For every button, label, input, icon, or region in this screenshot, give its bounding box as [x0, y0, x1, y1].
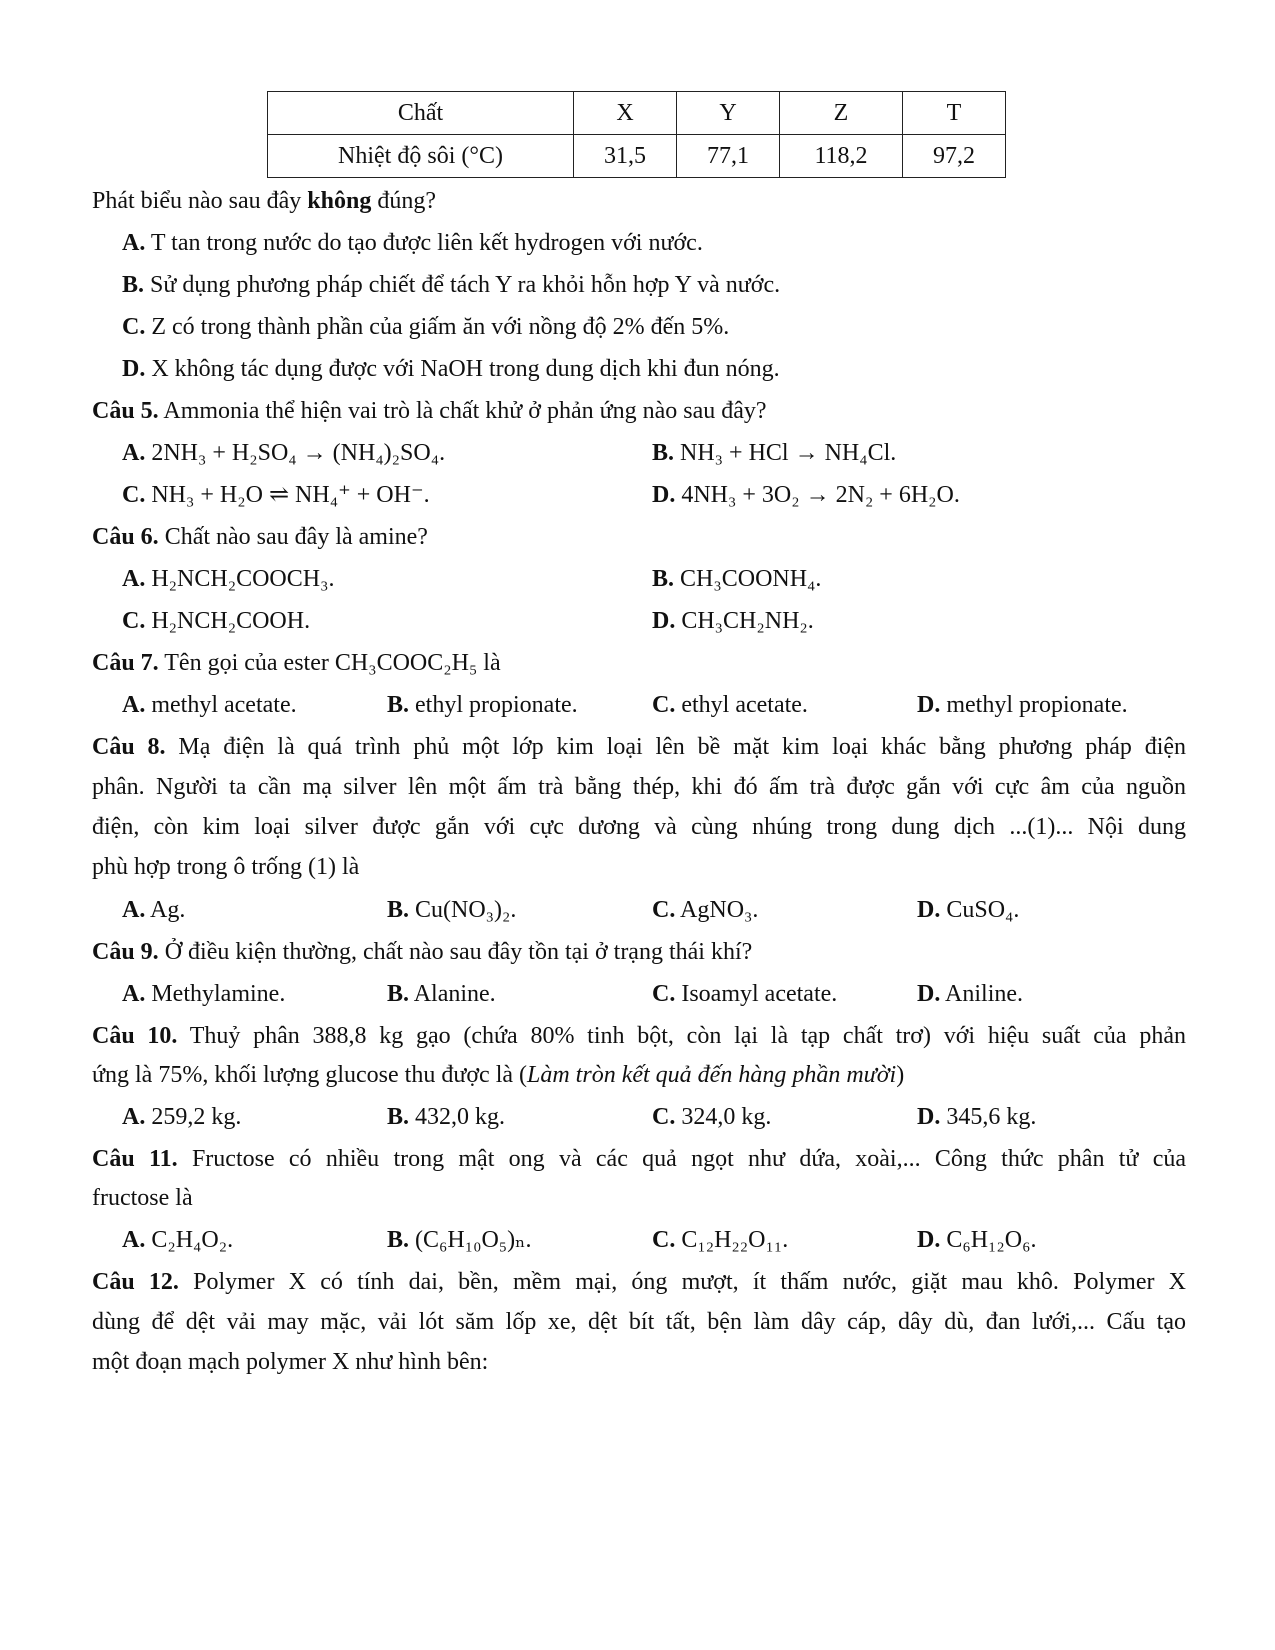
q12-stem-line-1: Câu 12. Polymer X có tính dai, bền, mềm mại, óng mượt, ít thấm nước, giặt mau khô. Polymer X	[92, 1269, 1187, 1295]
q7-option-c: C. ethyl acetate.	[652, 692, 808, 718]
q11-stem-line-1: Câu 11. Fructose có nhiều trong mật ong và các quả ngọt như dứa, xoài,... Công thức phân tử của	[92, 1146, 1187, 1172]
q9-option-b: B. Alanine.	[387, 981, 496, 1007]
q8-option-b: B. Cu(NO₃)₂.	[387, 897, 517, 923]
q11-option-c: C. C₁₂H₂₂O₁₁.	[652, 1227, 789, 1253]
q4-option-b: B. Sử dụng phương pháp chiết để tách Y ra khỏi hỗn hợp Y và nước.	[122, 272, 781, 298]
q8-stem-line-4: phù hợp trong ô trống (1) là	[92, 854, 360, 880]
table-header-row	[268, 92, 1006, 135]
q5-stem: Câu 5. Ammonia thể hiện vai trò là chất khử ở phản ứng nào sau đây?	[92, 398, 767, 424]
q8-option-c: C. AgNO₃.	[652, 897, 759, 923]
q6-option-c: C. H₂NCH₂COOH.	[122, 608, 311, 634]
q6-option-a: A. H₂NCH₂COOCH₃.	[122, 566, 335, 592]
q10-option-b: B. 432,0 kg.	[387, 1104, 506, 1130]
q10-option-a: A. 259,2 kg.	[122, 1104, 242, 1130]
table-header-cell: X	[574, 92, 677, 135]
q11-option-d: D. C₆H₁₂O₆.	[917, 1227, 1037, 1253]
q11-stem-line-2: fructose là	[92, 1185, 193, 1211]
q10-option-c: C. 324,0 kg.	[652, 1104, 772, 1130]
q11-option-a: A. C₂H₄O₂.	[122, 1227, 234, 1253]
q7-option-a: A. methyl acetate.	[122, 692, 297, 718]
q12-stem-line-3: một đoạn mạch polymer X như hình bên:	[92, 1349, 489, 1375]
q6-stem: Câu 6. Chất nào sau đây là amine?	[92, 524, 428, 550]
q8-stem-line-3: điện, còn kim loại silver được gắn với cực dương và cùng nhúng trong dung dịch ...(1)... Nội dung	[92, 814, 1186, 840]
table-header-cell: T	[903, 92, 1006, 135]
q8-stem-line-2: phân. Người ta cần mạ silver lên một ấm trà bằng thép, khi đó ấm trà được gắn với cực âm của nguồn	[92, 774, 1186, 800]
q5-option-c: C. NH₃ + H₂O ⇌ NH₄⁺ + OH⁻.	[122, 482, 430, 508]
q4-option-c: C. Z có trong thành phần của giấm ăn với nồng độ 2% đến 5%.	[122, 314, 730, 340]
table-cell: 77,1	[677, 135, 780, 178]
q5-option-b: B. NH₃ + HCl → NH₄Cl.	[652, 440, 897, 466]
q5-option-a: A. 2NH₃ + H₂SO₄ → (NH₄)₂SO₄.	[122, 440, 446, 466]
q10-option-d: D. 345,6 kg.	[917, 1104, 1037, 1130]
table-cell: 118,2	[780, 135, 903, 178]
q8-option-a: A. Ag.	[122, 897, 186, 923]
q9-option-c: C. Isoamyl acetate.	[652, 981, 838, 1007]
table-header-cell: Chất	[268, 92, 574, 135]
table-cell: 97,2	[903, 135, 1006, 178]
table-row	[268, 135, 1006, 178]
boiling-point-table	[267, 91, 1006, 178]
q9-stem: Câu 9. Ở điều kiện thường, chất nào sau đây tồn tại ở trạng thái khí?	[92, 939, 753, 965]
q8-stem-line-1: Câu 8. Mạ điện là quá trình phủ một lớp kim loại lên bề mặt kim loại khác bằng phương pháp điện	[92, 734, 1187, 760]
table-header-cell: Z	[780, 92, 903, 135]
q7-option-b: B. ethyl propionate.	[387, 692, 578, 718]
table-cell: Nhiệt độ sôi (°C)	[268, 135, 574, 178]
table-header-cell: Y	[677, 92, 780, 135]
q6-option-b: B. CH₃COONH₄.	[652, 566, 822, 592]
q8-option-d: D. CuSO₄.	[917, 897, 1020, 923]
q9-option-a: A. Methylamine.	[122, 981, 286, 1007]
q5-option-d: D. 4NH₃ + 3O₂ → 2N₂ + 6H₂O.	[652, 482, 960, 508]
q7-stem: Câu 7. Tên gọi của ester CH₃COOC₂H₅ là	[92, 650, 501, 676]
q7-option-d: D. methyl propionate.	[917, 692, 1128, 718]
q4-option-a: A. T tan trong nước do tạo được liên kết hydrogen với nước.	[122, 230, 703, 256]
q10-stem-line-1: Câu 10. Thuỷ phân 388,8 kg gạo (chứa 80% tinh bột, còn lại là tạp chất trơ) với hiệu suất của phản	[92, 1023, 1186, 1049]
q10-stem-line-2: ứng là 75%, khối lượng glucose thu được là (Làm tròn kết quả đến hàng phần mười)	[92, 1062, 905, 1088]
q12-stem-line-2: dùng để dệt vải may mặc, vải lót săm lốp xe, dệt bít tất, bện làm dây cáp, dây dù, đan lưới,... Cấu tạo	[92, 1309, 1186, 1335]
q4-option-d: D. X không tác dụng được với NaOH trong dung dịch khi đun nóng.	[122, 356, 780, 382]
table-cell: 31,5	[574, 135, 677, 178]
q4-stem: Phát biểu nào sau đây không đúng?	[92, 188, 436, 214]
q11-option-b: B. (C₆H₁₀O₅)ₙ.	[387, 1227, 532, 1253]
q6-option-d: D. CH₃CH₂NH₂.	[652, 608, 814, 634]
q9-option-d: D. Aniline.	[917, 981, 1024, 1007]
